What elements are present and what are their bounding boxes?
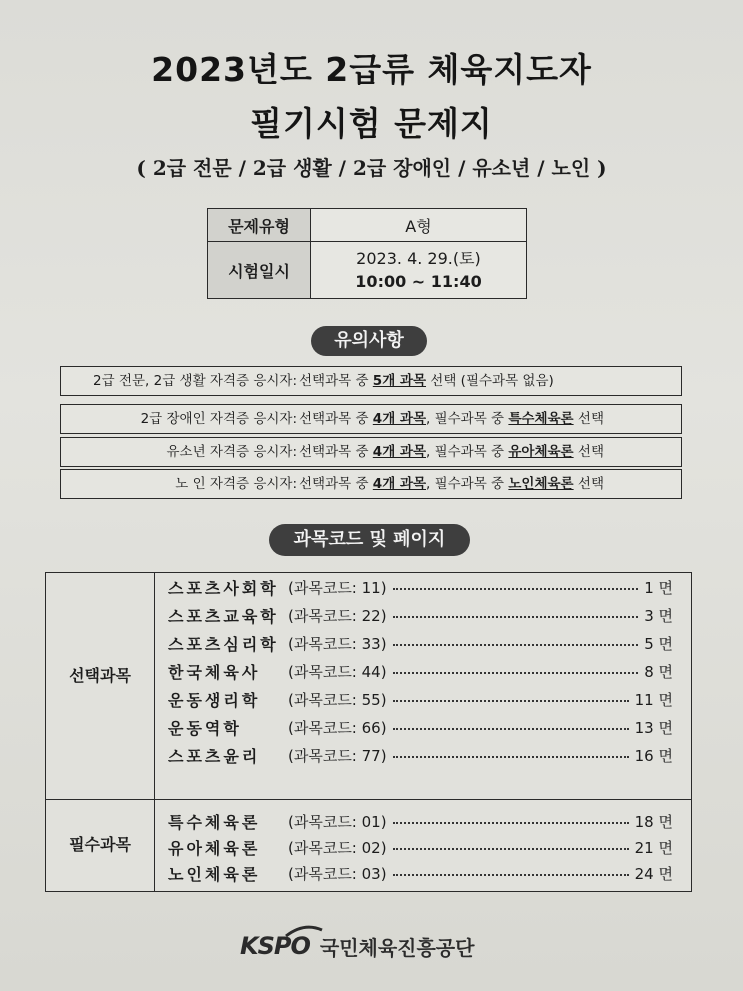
subject-row	[168, 657, 673, 685]
notice-text: 선택과목 중	[299, 444, 373, 460]
subject-page: 8 면	[644, 662, 673, 681]
notice-label: 2급 장애인 자격증 응시자:	[140, 411, 297, 427]
leader-dots	[393, 874, 629, 876]
subject-row	[168, 741, 673, 769]
leader-dots	[393, 588, 639, 590]
organization-name: 국민체육진흥공단	[319, 935, 475, 960]
subject-page: 24 면	[634, 864, 673, 883]
notice-text: 선택과목 중	[299, 411, 373, 427]
subject-row	[168, 685, 673, 713]
kspo-logo: KSPO	[240, 932, 310, 960]
code-header: 과목코드 및 페이지	[269, 524, 470, 556]
subject-name: 노인체육론	[168, 864, 261, 884]
notice-text: 선택	[573, 476, 604, 492]
leader-dots	[393, 848, 629, 850]
subject-code: (과목코드: 11)	[288, 578, 387, 597]
notice-emphasis: 4개 과목	[372, 444, 427, 460]
leader-dots	[393, 756, 629, 758]
subject-page: 5 면	[644, 634, 673, 653]
notice-row	[60, 437, 682, 467]
subject-name: 운동생리학	[168, 690, 261, 710]
subject-code: (과목코드: 44)	[288, 662, 387, 681]
notice-text: 선택	[573, 411, 604, 427]
subject-row	[168, 713, 673, 741]
leader-dots	[393, 672, 639, 674]
notice-text: 선택	[573, 444, 604, 460]
notice-row	[60, 404, 682, 434]
date-cell	[311, 242, 527, 299]
subject-code: (과목코드: 66)	[288, 718, 387, 737]
notice-label: 노 인 자격증 응시자:	[175, 476, 297, 492]
date-label: 시험일시	[208, 242, 311, 299]
exam-info-table	[207, 208, 527, 299]
type-label: 문제유형	[208, 209, 311, 242]
leader-dots	[393, 644, 639, 646]
subject-code: (과목코드: 02)	[288, 838, 387, 857]
subject-name: 특수체육론	[168, 812, 261, 832]
subject-page: 18 면	[634, 812, 673, 831]
notice-label: 2급 전문, 2급 생활 자격증 응시자:	[93, 373, 297, 389]
subtitle: ( 2급 전문 / 2급 생활 / 2급 장애인 / 유소년 / 노인 )	[136, 156, 607, 180]
leader-dots	[393, 728, 629, 730]
subject-code: (과목코드: 55)	[288, 690, 387, 709]
subject-name: 한국체육사	[168, 662, 261, 682]
subject-page: 21 면	[634, 838, 673, 857]
leader-dots	[393, 700, 629, 702]
date-value: 2023. 4. 29.(토)	[356, 249, 481, 268]
notice-row	[60, 469, 682, 499]
subject-name: 스포츠사회학	[168, 578, 279, 598]
notice-text: 선택 (필수과목 없음)	[426, 373, 554, 389]
subject-code: (과목코드: 03)	[288, 864, 387, 883]
subject-page: 3 면	[644, 606, 673, 625]
subject-name: 운동역학	[168, 718, 242, 738]
subject-name: 스포츠심리학	[168, 634, 279, 654]
subject-page: 16 면	[634, 746, 673, 765]
subject-name: 스포츠윤리	[168, 746, 261, 766]
notice-text: , 필수과목 중	[426, 476, 509, 492]
notice-text: 선택과목 중	[299, 373, 373, 389]
subject-code: (과목코드: 33)	[288, 634, 387, 653]
subject-row	[168, 573, 673, 601]
subject-page: 1 면	[644, 578, 673, 597]
notice-header: 유의사항	[311, 326, 427, 356]
notice-label: 유소년 자격증 응시자:	[166, 444, 297, 460]
subject-row	[168, 629, 673, 657]
notice-emphasis: 특수체육론	[508, 411, 574, 427]
notice-emphasis: 유아체육론	[508, 444, 574, 460]
leader-dots	[393, 616, 639, 618]
notice-text: , 필수과목 중	[426, 444, 509, 460]
notice-emphasis: 4개 과목	[372, 411, 427, 427]
subject-row	[168, 807, 673, 835]
footer	[240, 928, 474, 964]
notice-emphasis: 노인체육론	[508, 476, 574, 492]
notice-text: 선택과목 중	[299, 476, 373, 492]
subject-code: (과목코드: 01)	[288, 812, 387, 831]
group-divider	[46, 799, 691, 800]
subject-code: (과목코드: 22)	[288, 606, 387, 625]
subject-row	[168, 601, 673, 629]
elective-group-label: 선택과목	[46, 573, 155, 799]
notice-emphasis: 4개 과목	[372, 476, 427, 492]
required-group-label: 필수과목	[46, 799, 155, 891]
notice-text: , 필수과목 중	[426, 411, 509, 427]
swoosh-icon	[284, 924, 324, 940]
notice-emphasis: 5개 과목	[372, 373, 427, 389]
subject-row	[168, 859, 673, 887]
subject-name: 유아체육론	[168, 838, 261, 858]
subject-name: 스포츠교육학	[168, 606, 279, 626]
subject-code: (과목코드: 77)	[288, 746, 387, 765]
subject-row	[168, 833, 673, 861]
subject-table	[45, 572, 692, 892]
title-line-1: 2023년도 2급류 체육지도자	[151, 50, 592, 89]
leader-dots	[393, 822, 629, 824]
title-line-2: 필기시험 문제지	[250, 104, 493, 143]
time-value: 10:00 ~ 11:40	[355, 272, 482, 291]
subject-page: 11 면	[634, 690, 673, 709]
notice-row	[60, 366, 682, 396]
subject-page: 13 면	[634, 718, 673, 737]
type-value: A형	[311, 209, 527, 242]
